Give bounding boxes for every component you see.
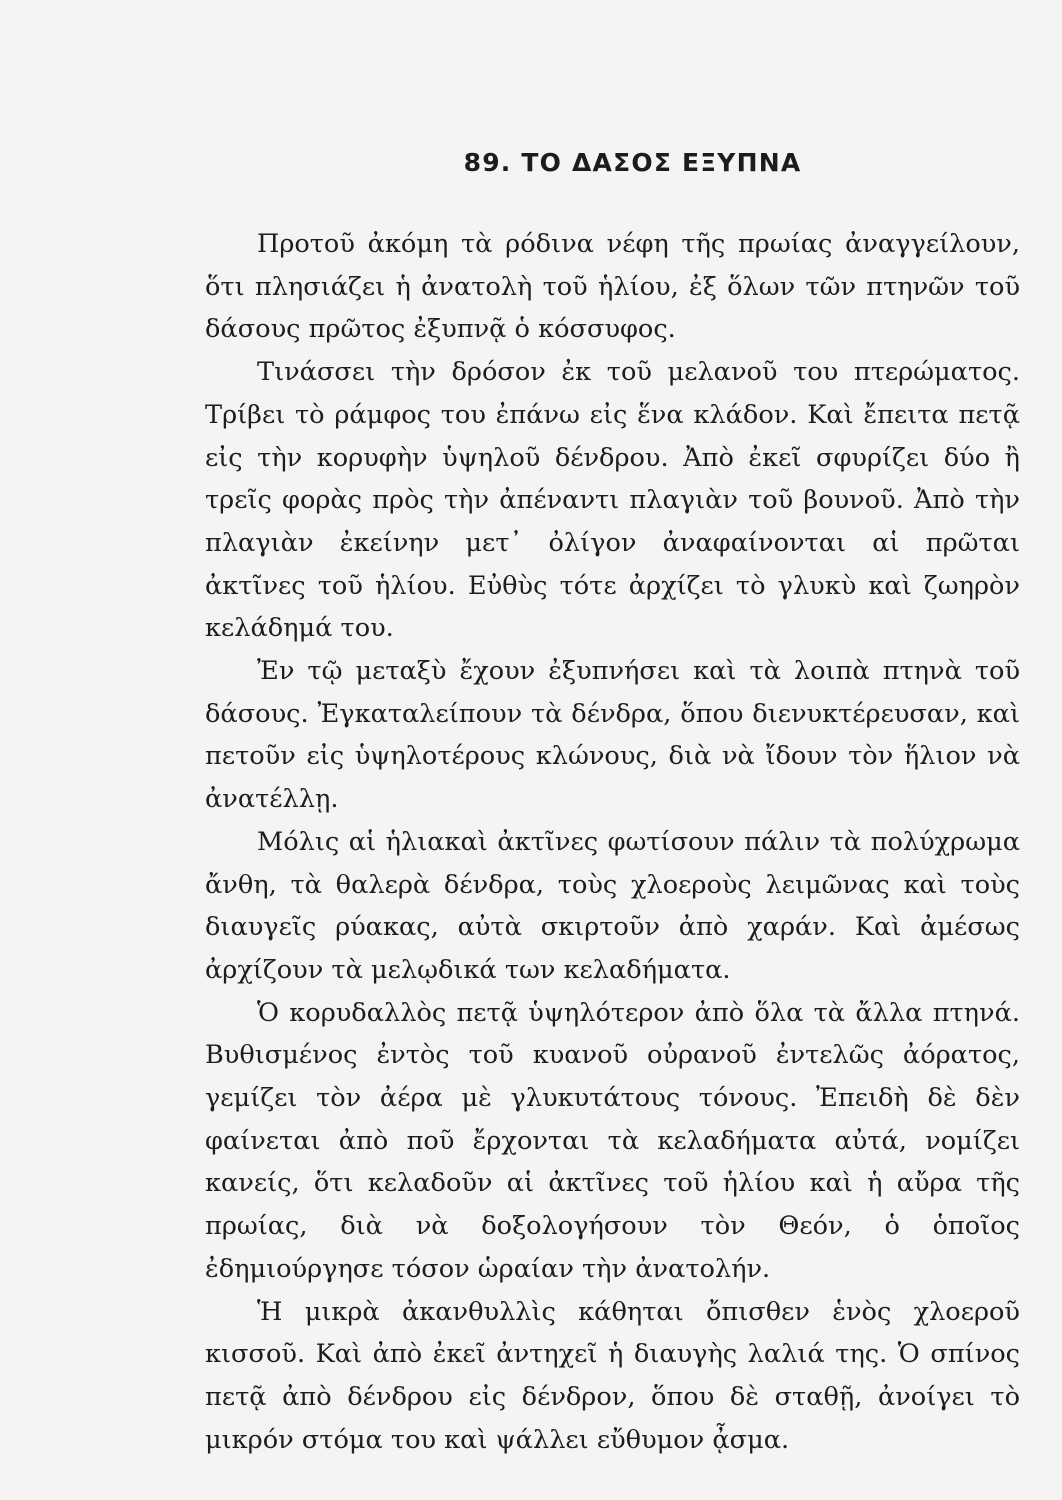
paragraph: Τινάσσει τὴν δρόσον ἐκ τοῦ μελανοῦ του πτερώματος. Τρίβει τὸ ράμφος του ἐπάνω εἰς ἕνα κλάδον. Καὶ ἔπειτα πετᾷ εἰς τὴν κορυφὴν ὑψηλοῦ δένδρου. Ἀπὸ ἐκεῖ σφυρίζει δύο ἢ τρεῖς φορὰς πρὸς τὴν ἀπέναντι πλαγιὰν τοῦ βουνοῦ. Ἀπὸ τὴν πλαγιὰν ἐκείνην μετ᾽ ὀλίγον ἀναφαίνονται αἱ πρῶται ἀκτῖνες τοῦ ἡλίου. Εὐθὺς τότε ἀρχίζει τὸ γλυκὺ καὶ ζωηρὸν κελάδημά του. [205,357,1020,644]
paragraph: Μόλις αἱ ἡλιακαὶ ἀκτῖνες φωτίσουν πάλιν τὰ πολύχρωμα ἄνθη, τὰ θαλερὰ δένδρα, τοὺς χλοεροὺς λειμῶνας καὶ τοὺς διαυγεῖς ρύακας, αὐτὰ σκιρτοῦν ἀπὸ χαράν. Καὶ ἀμέσως ἀρχίζουν τὰ μελῳδικά των κελαδήματα. [205,826,1020,985]
paragraph: Ὁ κορυδαλλὸς πετᾷ ὑψηλότερον ἀπὸ ὅλα τὰ ἄλλα πτηνά. Βυθισμένος ἐντὸς τοῦ κυανοῦ οὐρανοῦ ἐντελῶς ἀόρατος, γεμίζει τὸν ἀέρα μὲ γλυκυτάτους τόνους. Ἐπειδὴ δὲ δὲν φαίνεται ἀπὸ ποῦ ἔρχονται τὰ κελαδήματα αὐτά, νομίζει κανείς, ὅτι κελαδοῦν αἱ ἀκτῖνες τοῦ ἡλίου καὶ ἡ αὔρα τῆς πρωίας, διὰ νὰ δοξολογήσουν τὸν Θεόν, ὁ ὁποῖος ἐδημιούργησε τόσον ὡραίαν τὴν ἀνατολήν. [205,997,1020,1284]
paragraph: Προτοῦ ἀκόμη τὰ ρόδινα νέφη τῆς πρωίας ἀναγγείλουν, ὅτι πλησιάζει ἡ ἀνατολὴ τοῦ ἡλίου, ἐξ ὅλων τῶν πτηνῶν τοῦ δάσους πρῶτος ἐξυπνᾷ ὁ κόσσυφος. [205,229,1020,345]
body-text [205,223,1020,1461]
paragraph: Ἐν τῷ μεταξὺ ἔχουν ἐξυπνήσει καὶ τὰ λοιπὰ πτηνὰ τοῦ δάσους. Ἐγκαταλείπουν τὰ δένδρα, ὅπου διενυκτέρευσαν, καὶ πετοῦν εἰς ὑψηλοτέρους κλώνους, διὰ νὰ ἴδουν τὸν ἥλιον νὰ ἀνατέλλῃ. [205,656,1020,815]
chapter-title: 89. ΤΟ ΔΑΣΟΣ ΕΞΥΠΝΑ [463,148,802,177]
paragraph: Ἡ μικρὰ ἀκανθυλλὶς κάθηται ὄπισθεν ἑνὸς χλοεροῦ κισσοῦ. Καὶ ἀπὸ ἐκεῖ ἀντηχεῖ ἡ διαυγὴς λαλιά της. Ὁ σπίνος πετᾷ ἀπὸ δένδρου εἰς δένδρον, ὅπου δὲ σταθῇ, ἀνοίγει τὸ μικρόν στόμα του καὶ ψάλλει εὔθυμον ᾆσμα. [205,1296,1020,1455]
